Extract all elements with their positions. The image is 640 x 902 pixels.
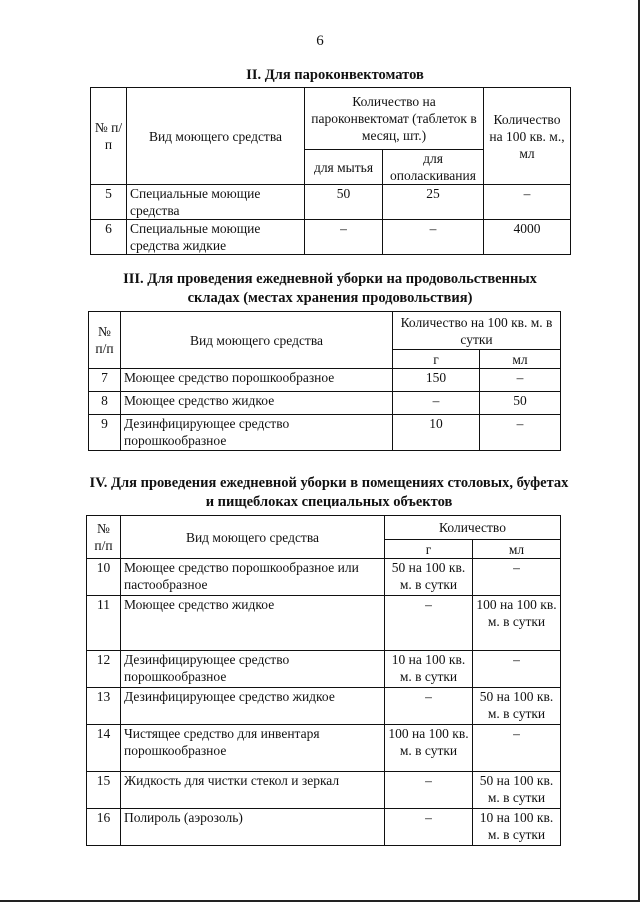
row-ml: 50 (480, 392, 561, 415)
row-name: Моющее средство жидкое (121, 596, 385, 651)
header-num: № п/п (87, 516, 121, 559)
row-g: 150 (393, 369, 480, 392)
table-row (89, 369, 561, 392)
table-row (87, 809, 561, 846)
header-type: Вид моющего средства (121, 516, 385, 559)
row-name: Моющее средство порошкообразное (121, 369, 393, 392)
row-name: Жидкость для чистки стекол и зеркал (121, 772, 385, 809)
row-name: Моющее средство порошкообразное или пастообразное (121, 559, 385, 596)
row-ml: 10 на 100 кв. м. в сутки (473, 809, 561, 846)
section3-title: III. Для проведения ежедневной уборки на продовольственных складах (местах хранения продовольствия) (123, 271, 537, 306)
row-rinse: – (383, 220, 484, 255)
header-for-rinsing: для ополаскивания (383, 150, 484, 185)
table-row (87, 725, 561, 772)
row-num: 6 (91, 220, 127, 255)
row-rinse: 25 (383, 185, 484, 220)
row-wash: – (305, 220, 383, 255)
row-name: Специальные моющие средства жидкие (127, 220, 305, 255)
table-row (87, 559, 561, 596)
row-num: 7 (89, 369, 121, 392)
row-name: Чистящее средство для инвентаря порошкообразное (121, 725, 385, 772)
row-num: 8 (89, 392, 121, 415)
row-ml: – (484, 185, 571, 220)
row-g: – (385, 809, 473, 846)
row-name: Дезинфицирующее средство порошкообразное (121, 415, 393, 451)
header-for-washing: для мытья (305, 150, 383, 185)
row-g: 100 на 100 кв. м. в сутки (385, 725, 473, 772)
row-name: Полироль (аэрозоль) (121, 809, 385, 846)
row-num: 13 (87, 688, 121, 725)
table-row (87, 688, 561, 725)
header-ml: мл (473, 540, 561, 559)
row-ml: – (480, 415, 561, 451)
row-num: 14 (87, 725, 121, 772)
table-row (91, 220, 571, 255)
row-ml: – (473, 651, 561, 688)
section3-table (88, 311, 561, 451)
row-ml: – (473, 725, 561, 772)
section2-table (90, 87, 571, 255)
row-g: – (393, 392, 480, 415)
header-ml: мл (480, 350, 561, 369)
table-header-row (89, 312, 561, 350)
header-qty: Количество (385, 516, 561, 540)
header-type: Вид моющего средства (127, 88, 305, 185)
row-name: Дезинфицирующее средство жидкое (121, 688, 385, 725)
row-ml: 100 на 100 кв. м. в сутки (473, 596, 561, 651)
row-ml: – (473, 559, 561, 596)
table-row (89, 392, 561, 415)
header-qty-tablets: Количество на пароконвектомат (таблеток в месяц, шт.) (305, 88, 484, 150)
row-name: Дезинфицирующее средство порошкообразное (121, 651, 385, 688)
header-g: г (385, 540, 473, 559)
row-num: 10 (87, 559, 121, 596)
row-num: 12 (87, 651, 121, 688)
header-num: № п/п (91, 88, 127, 185)
row-num: 15 (87, 772, 121, 809)
section4-title: IV. Для проведения ежедневной уборки в помещениях столовых, буфетах и пищеблоках специальных объектов (89, 475, 569, 510)
row-num: 5 (91, 185, 127, 220)
row-g: 10 (393, 415, 480, 451)
table-row (91, 185, 571, 220)
row-wash: 50 (305, 185, 383, 220)
row-ml: – (480, 369, 561, 392)
row-name: Моющее средство жидкое (121, 392, 393, 415)
section4-table (86, 515, 561, 846)
row-g: – (385, 772, 473, 809)
row-ml: 4000 (484, 220, 571, 255)
table-header-row (91, 88, 571, 150)
header-num: № п/п (89, 312, 121, 369)
row-num: 16 (87, 809, 121, 846)
row-name: Специальные моющие средства (127, 185, 305, 220)
header-qty: Количество на 100 кв. м. в сутки (393, 312, 561, 350)
row-g: – (385, 596, 473, 651)
page-number: 6 (316, 33, 324, 49)
row-g: 10 на 100 кв. м. в сутки (385, 651, 473, 688)
row-g: 50 на 100 кв. м. в сутки (385, 559, 473, 596)
header-qty-ml: Количество на 100 кв. м., мл (484, 88, 571, 185)
table-row (89, 415, 561, 451)
section2-title: II. Для пароконвектоматов (246, 67, 424, 83)
row-ml: 50 на 100 кв. м. в сутки (473, 772, 561, 809)
row-ml: 50 на 100 кв. м. в сутки (473, 688, 561, 725)
row-g: – (385, 688, 473, 725)
row-num: 9 (89, 415, 121, 451)
table-row (87, 651, 561, 688)
table-row (87, 772, 561, 809)
table-header-row (87, 516, 561, 540)
header-g: г (393, 350, 480, 369)
table-row (87, 596, 561, 651)
row-num: 11 (87, 596, 121, 651)
header-type: Вид моющего средства (121, 312, 393, 369)
